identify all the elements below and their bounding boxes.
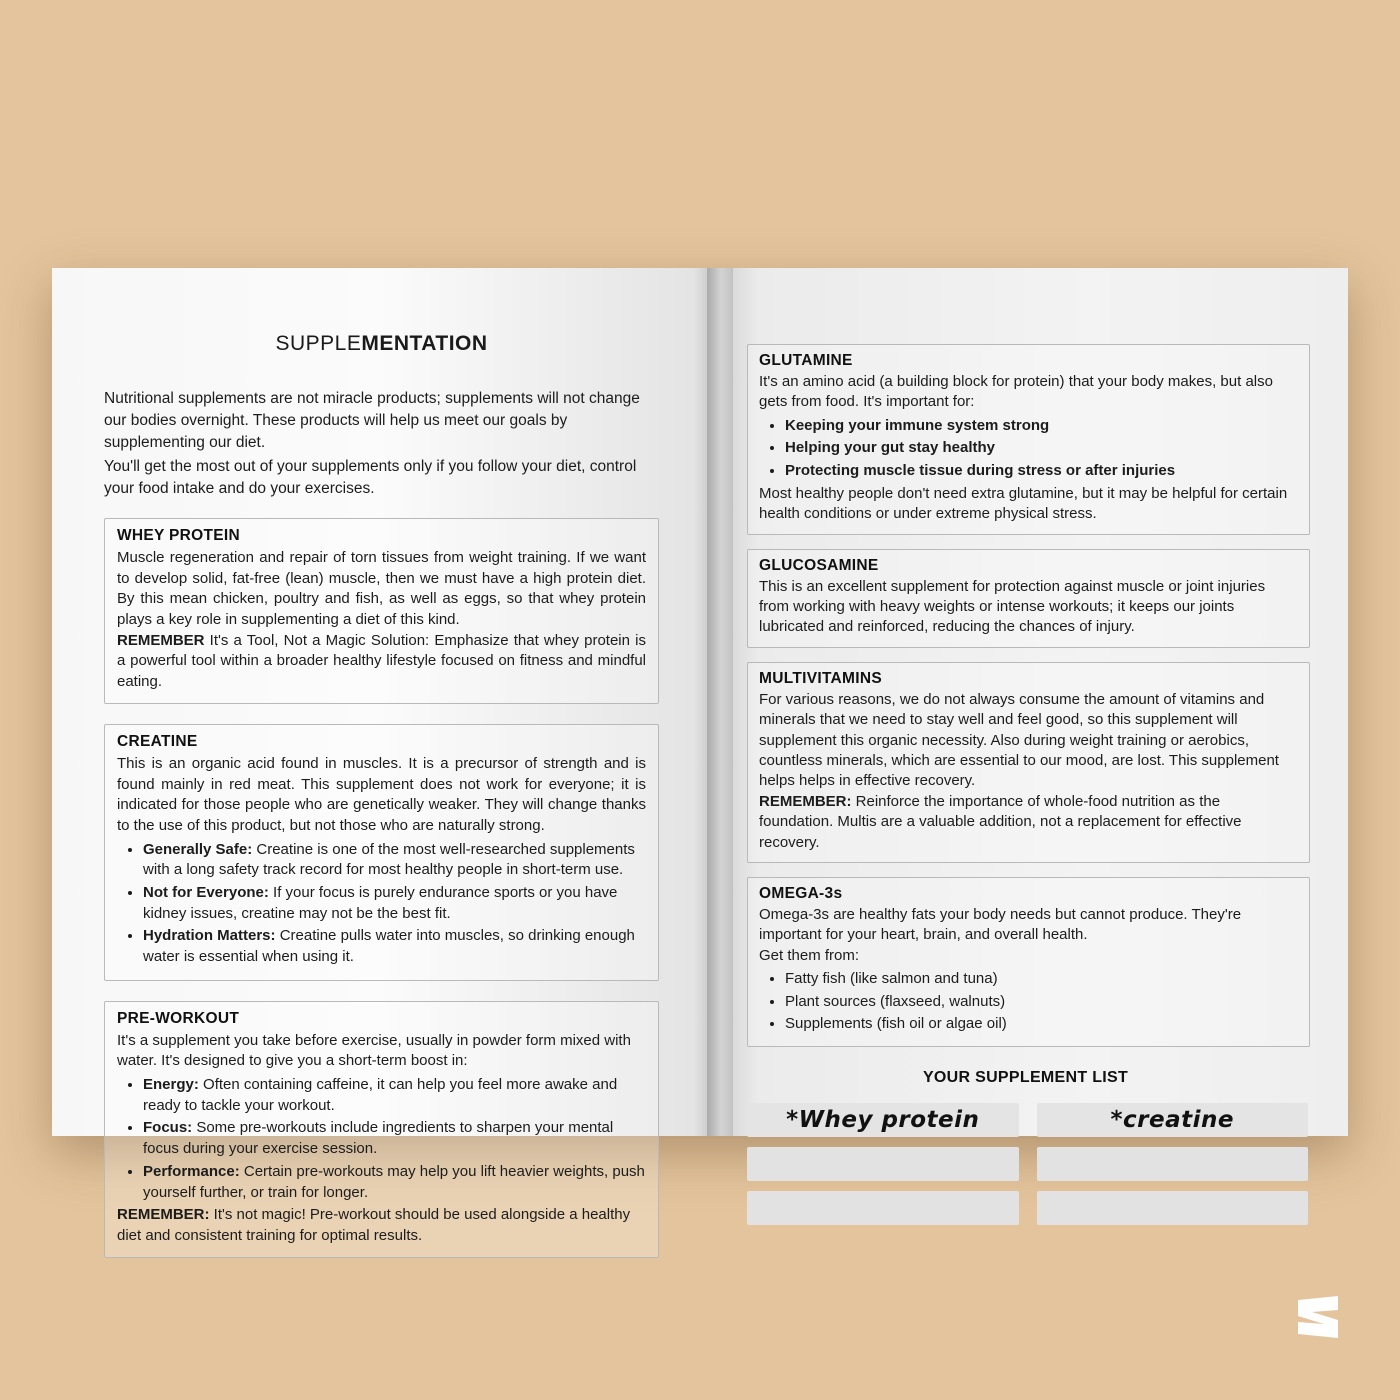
bullet-label: Generally Safe: (143, 840, 253, 858)
supplement-slot[interactable] (1037, 1191, 1309, 1225)
supplement-slot[interactable] (747, 1103, 1019, 1137)
supplement-slot[interactable] (1037, 1103, 1309, 1137)
page-title (82, 332, 681, 356)
page-title-part1: SUPPLE (275, 332, 362, 355)
intro-paragraph-2: You'll get the most out of your supplements only if you follow your diet, control your food intake and do your exercises. (104, 458, 637, 497)
bullet-text: Creatine pulls water into muscles, so drinking enough water is essential when using it. (143, 927, 635, 965)
bullet-text: Often containing caffeine, it can help you feel more awake and ready to tackle your workout. (143, 1076, 618, 1114)
section-body: This is an excellent supplement for protection against muscle or joint injuries from working with heavy weights or intense workouts; it keeps our joints lubricated and reinforced, reducing the chances of injury. (759, 577, 1266, 636)
left-page (52, 268, 707, 1244)
section-heading: OMEGA-3s (759, 884, 843, 902)
bullet-list (759, 969, 1298, 1035)
bullet-list (117, 840, 646, 968)
section-glutamine (747, 344, 1310, 535)
bullet-label: Hydration Matters: (143, 927, 276, 945)
bullet-label: Performance: (143, 1162, 240, 1180)
section-body: For various reasons, we do not always consume the amount of vitamins and minerals that we need to stay well and feel good, so this supplement will supplement this organic necessity. Also during weight training or aerobics, countless minerals, which are essential to our mood, are lost. This supplement helps helps in effective recovery. (759, 690, 1279, 790)
top-spacer (729, 288, 1322, 344)
list-item (143, 840, 646, 881)
section-body: It's a supplement you take before exercise, usually in powder form mixed with water. It's designed to give you a short-term boost in: (117, 1031, 631, 1070)
section-remember (759, 792, 1298, 853)
s-logo-icon (1290, 1290, 1346, 1344)
section-pre-workout (104, 1001, 659, 1258)
supplement-slot[interactable] (1037, 1147, 1309, 1181)
supplement-slots (747, 1103, 1308, 1225)
list-item (143, 1162, 646, 1203)
bullet-text: Creatine is one of the most well-researched supplements with a long safety track record for most healthy people in short-term use. (143, 840, 635, 879)
list-item: • Plant sources (flaxseed, walnuts) (785, 992, 1298, 1013)
supplement-slots-right-column (1037, 1103, 1309, 1225)
intro-block (104, 388, 653, 500)
section-heading: GLUCOSAMINE (759, 556, 879, 574)
section-heading: WHEY PROTEIN (117, 527, 241, 544)
section-body: It's an amino acid (a building block for protein) that your body makes, but also gets from food. It's important for: (759, 373, 1273, 411)
bullet-text: Certain pre-workouts may help you lift heavier weights, push yourself further, or train for longer. (143, 1162, 645, 1201)
section-glucosamine (747, 549, 1310, 648)
bullet-label: Helping your gut stay healthy (785, 439, 996, 457)
remember-text: Reinforce the importance of whole-food nutrition as the foundation. Multis are a valuable addition, not a replacement for effective recovery. (759, 792, 1242, 851)
list-item (143, 883, 646, 924)
section-multivitamins (747, 662, 1310, 863)
right-page (707, 268, 1348, 1136)
list-item (785, 438, 1298, 459)
supplement-list-title: YOUR SUPPLEMENT LIST (922, 1069, 1129, 1087)
bullet-label: Focus: (143, 1119, 193, 1137)
bullet-label: Keeping your immune system strong (785, 416, 1050, 434)
supplement-slots-left-column (747, 1103, 1019, 1225)
section-body: Muscle regeneration and repair of torn tissues from weight training. If we want to develop solid, fat-free (lean) muscle, then we must have a high protein diet. By this mean chicken, poultry and fish, as well as eggs, so that whey protein plays a key role in supplementing a diet of this kind. (117, 549, 646, 629)
bullet-list (759, 416, 1298, 482)
bullet-text: If your focus is purely endurance sports or you have kidney issues, creatine may not be the best fit. (143, 883, 618, 922)
section-remember (117, 631, 646, 693)
section-footer: Most healthy people don't need extra glutamine, but it may be helpful for certain health conditions or under extreme physical stress. (759, 484, 1288, 523)
section-body: Omega-3s are healthy fats your body needs but cannot produce. They're important for your heart, brain, and overall health. (759, 905, 1242, 944)
section-body: This is an organic acid found in muscles. It is a precursor of strength and is found mainly in red meat. This supplement does not work for everyone; it is indicated for those people who are genetically weaker. They will change thanks to the use of this product, but not those who are naturally strong. (117, 754, 646, 834)
remember-label: REMEMBER: (117, 1206, 210, 1224)
section-heading: PRE-WORKOUT (117, 1009, 240, 1027)
list-item (785, 461, 1298, 482)
bullet-label: Not for Everyone: (143, 883, 269, 901)
section-heading: MULTIVITAMINS (759, 669, 883, 687)
supplement-slot[interactable] (747, 1191, 1019, 1225)
bullet-label: Protecting muscle tissue during stress or after injuries (785, 462, 1176, 480)
supplement-slot-value: *Whey protein (786, 1107, 980, 1134)
bullet-list (117, 1075, 646, 1203)
list-item (143, 1075, 646, 1116)
book-spread (52, 268, 1348, 1244)
section-heading: GLUTAMINE (759, 352, 853, 369)
supplement-slot[interactable] (747, 1147, 1019, 1181)
intro-paragraph-1: Nutritional supplements are not miracle products; supplements will not change our bodies overnight. These products will help us meet our goals by supplementing our diet. (104, 390, 640, 451)
section-creatine (104, 724, 659, 981)
remember-text: It's a Tool, Not a Magic Solution: Emphasize that whey protein is a powerful tool within a broader healthy lifestyle focused on fitness and mindful eating. (117, 631, 646, 691)
list-item (785, 416, 1298, 437)
section-whey-protein (104, 518, 659, 704)
remember-label: REMEMBER (117, 631, 205, 649)
bullet-label: Energy: (143, 1076, 199, 1094)
list-item: • Supplements (fish oil or algae oil) (785, 1014, 1298, 1035)
remember-label: REMEMBER: (759, 792, 852, 810)
list-item (143, 926, 646, 967)
supplement-slot-value: *creatine (1110, 1107, 1234, 1134)
section-omega-3s (747, 877, 1310, 1047)
section-remember (117, 1205, 646, 1246)
section-subtext: Get them from: (759, 946, 860, 964)
page-title-part2: MENTATION (361, 332, 488, 355)
bullet-text: Some pre-workouts include ingredients to sharpen your mental focus during your exercise session. (143, 1119, 614, 1158)
list-item: • Fatty fish (like salmon and tuna) (785, 969, 1298, 990)
list-item (143, 1118, 646, 1159)
remember-text: It's not magic! Pre-workout should be used alongside a healthy diet and consistent training for optimal results. (117, 1206, 631, 1244)
section-heading: CREATINE (117, 732, 198, 750)
